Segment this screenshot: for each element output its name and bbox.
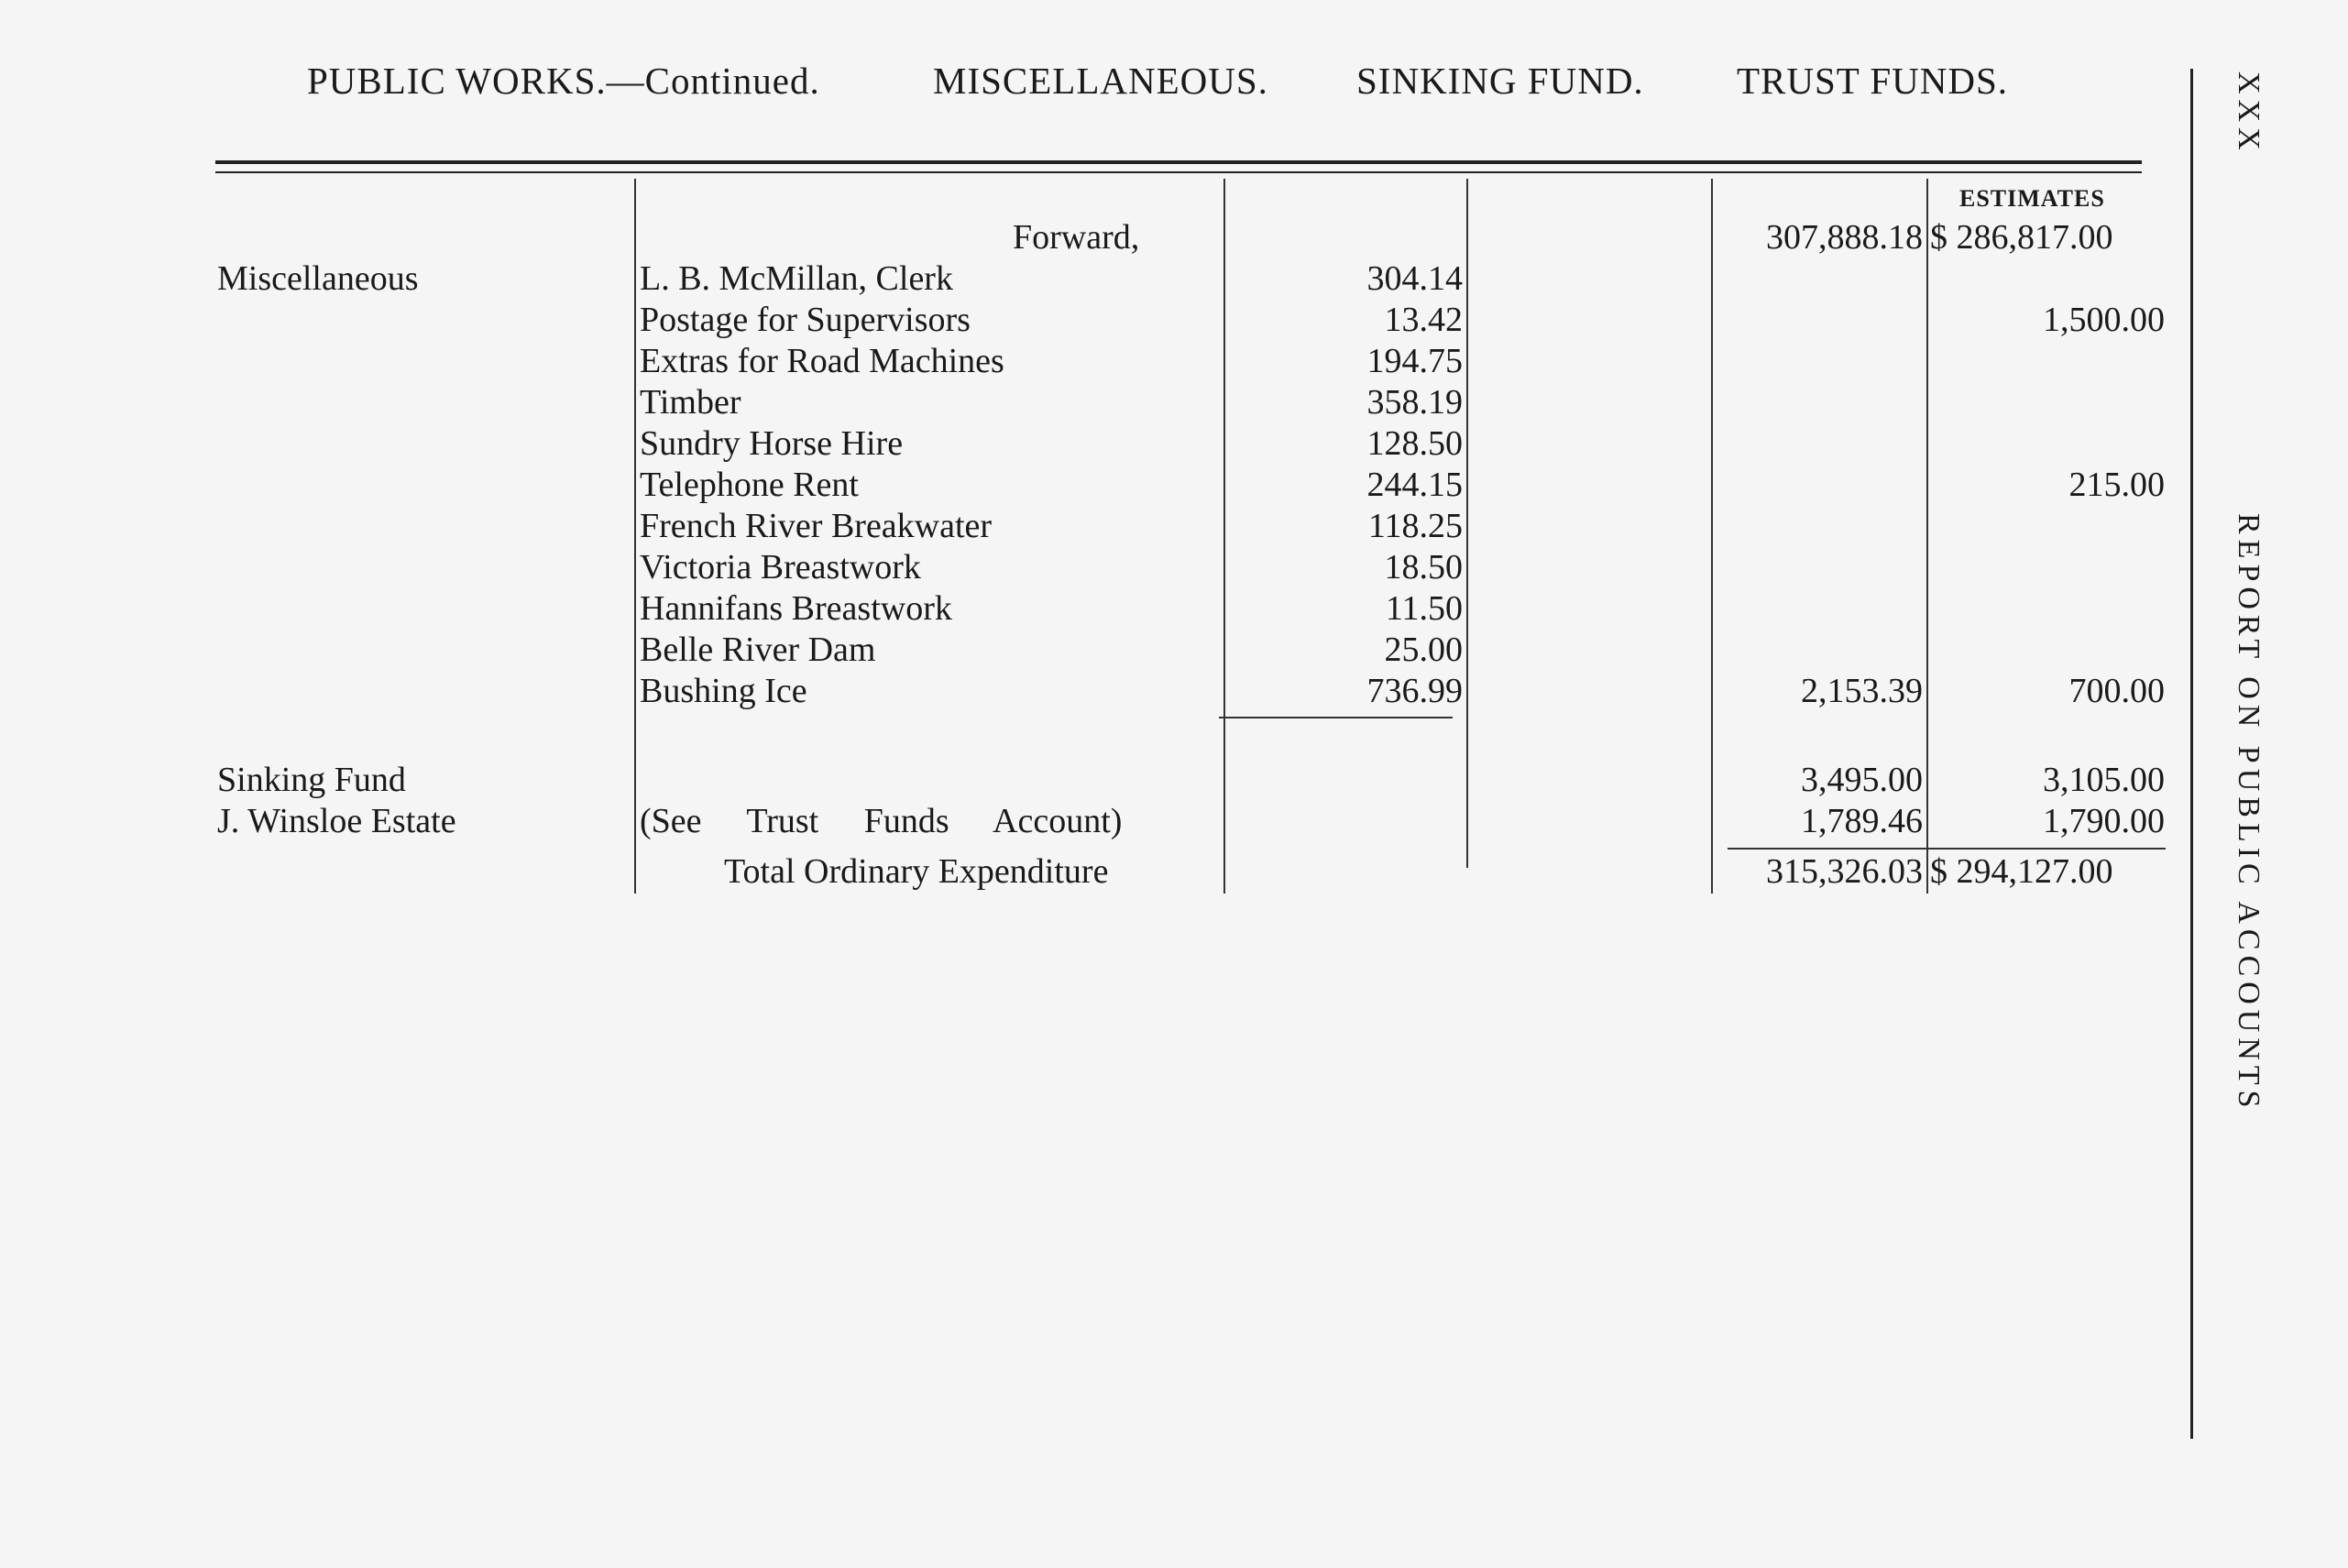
item-label: Belle River Dam [640,630,876,669]
sinking-fund-total: 3,495.00 [1801,761,1923,799]
margin-rule [2190,69,2193,1439]
estimates-heading: ESTIMATES [1959,185,2105,212]
header-trust-funds: TRUST FUNDS. [1737,60,2009,102]
item-label: Sundry Horse Hire [640,424,904,463]
winsloe-total: 1,789.46 [1801,802,1923,840]
header-miscellaneous: MISCELLANEOUS. [933,60,1268,102]
item-estimate: 700.00 [2068,672,2165,710]
sinking-fund-estimate: 3,105.00 [2043,761,2165,799]
header-public-works: PUBLIC WORKS.—Continued. [307,60,820,102]
grand-total-rule [1728,848,2166,850]
item-estimate: 215.00 [2068,466,2165,504]
item-amount: 118.25 [1367,507,1463,545]
item-amount: 244.15 [1366,466,1463,504]
item-label: Bushing Ice [640,672,807,710]
winsloe-label: J. Winsloe Estate [217,802,456,840]
forward-label: Forward, [1013,218,1140,257]
item-amount: 736.99 [1366,672,1463,710]
header-rule-thick [215,160,2142,164]
item-label: Victoria Breastwork [640,548,921,587]
subtotal-rule [1219,717,1453,718]
column-rule-amount-left [1223,179,1225,894]
item-amount: 194.75 [1366,342,1463,380]
item-label: French River Breakwater [640,507,993,545]
column-rule-estimates [1926,179,1928,894]
item-label: Telephone Rent [640,466,859,504]
grand-total-label: Total Ordinary Expenditure [724,852,1109,891]
sinking-fund-label: Sinking Fund [217,761,406,799]
item-estimate: 1,500.00 [2043,301,2165,339]
column-rule-amount-right [1466,179,1468,868]
item-amount: 304.14 [1366,259,1463,298]
running-title: REPORT ON PUBLIC ACCOUNTS [2232,513,2266,1113]
winsloe-estimate: 1,790.00 [2043,802,2165,840]
column-rule-description [634,179,636,894]
item-label: Postage for Supervisors [640,301,971,339]
item-amount: 18.50 [1384,548,1463,587]
item-label: L. B. McMillan, Clerk [640,259,953,298]
header-sinking-fund: SINKING FUND. [1356,60,1644,102]
page-number: XXX [2232,71,2266,156]
item-total: 2,153.39 [1801,672,1923,710]
header-rule-thin [215,171,2142,173]
item-label: Extras for Road Machines [640,342,1004,380]
grand-total-estimate: $ 294,127.00 [1930,852,2113,891]
item-amount: 25.00 [1384,630,1463,669]
forward-total: 307,888.18 [1766,218,1923,257]
item-amount: 13.42 [1384,301,1463,339]
winsloe-note: (See Trust Funds Account) [640,802,1123,840]
item-amount: 128.50 [1366,424,1463,463]
section-miscellaneous: Miscellaneous [217,259,419,298]
item-amount: 11.50 [1385,589,1463,628]
grand-total-amount: 315,326.03 [1766,852,1923,891]
item-label: Hannifans Breastwork [640,589,952,628]
item-amount: 358.19 [1366,383,1463,422]
forward-estimate: $ 286,817.00 [1930,218,2113,257]
item-label: Timber [640,383,741,422]
